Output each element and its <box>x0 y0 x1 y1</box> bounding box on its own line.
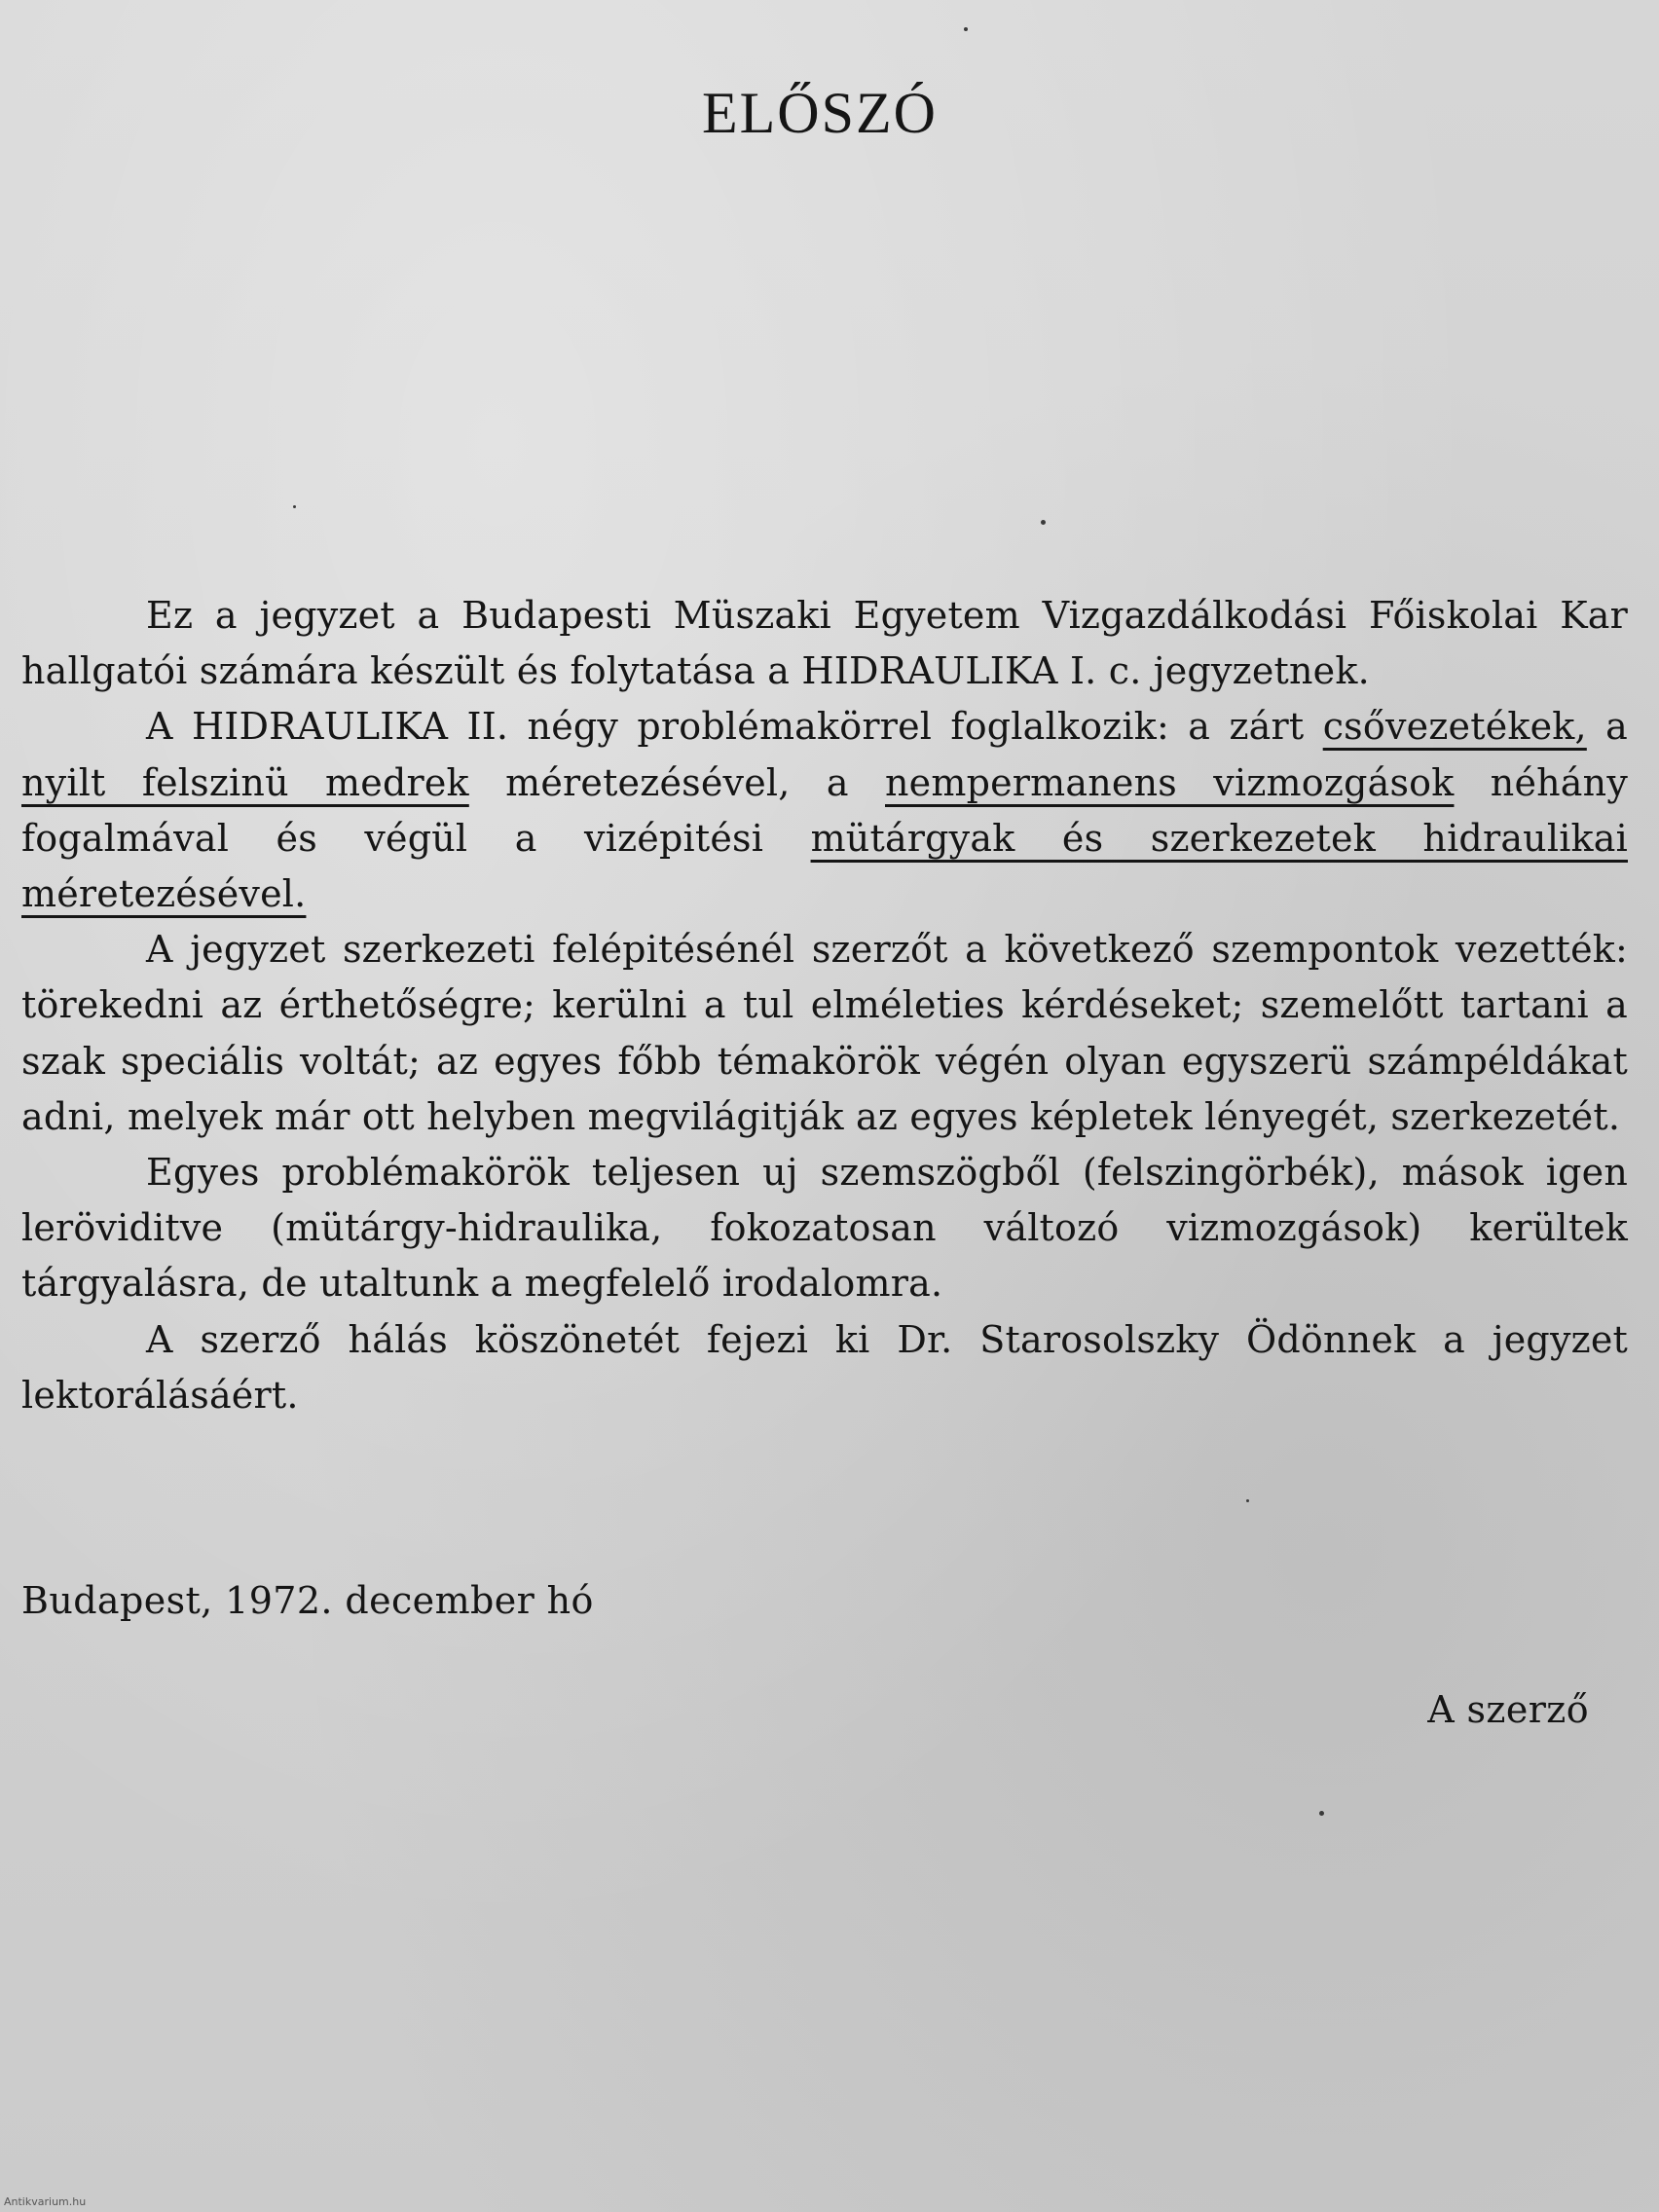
dust-speck <box>293 505 296 508</box>
underlined-term: mütárgyak és szerkezetek hidraulikai méretezésével. <box>21 816 1628 916</box>
paragraph-3 <box>21 922 1628 1145</box>
paragraph-text: a <box>1586 705 1628 749</box>
paragraph-text: méretezésével, a <box>468 760 885 804</box>
watermark-text: Antikvarium.hu <box>4 2195 87 2208</box>
paragraph-4 <box>21 1145 1628 1312</box>
paragraph-text: Ez a jegyzet a Budapesti Müszaki Egyetem Vizgazdálkodási Főiskolai Kar hallgatói számára készült és folytatása a HIDRAULIKA I. c. jegyzetnek. <box>21 594 1628 693</box>
dust-speck <box>1246 1499 1249 1502</box>
page-title: ELŐSZÓ <box>702 81 938 146</box>
paragraph-text: A szerző hálás köszönetét fejezi ki Dr. Starosolszky Ödönnek a jegyzet lektorálásáért. <box>21 1317 1628 1417</box>
place-date: Budapest, 1972. december hó <box>21 1579 594 1622</box>
paragraph-text: néhány fogalmával és végül a vizépitési <box>21 760 1629 860</box>
dust-speck <box>1319 1811 1324 1816</box>
paragraph-5 <box>21 1312 1628 1423</box>
paragraph-1 <box>21 588 1628 699</box>
dust-speck <box>964 27 968 31</box>
dust-speck <box>1041 520 1046 525</box>
underlined-term: nyilt felszinü medrek <box>21 760 469 804</box>
paragraph-text: A jegyzet szerkezeti felépitésénél szerzőt a következő szempontok vezették: törekedni az érthetőségre; kerülni a tul elméleties kérdéseket; szemelőtt tartani a szak speciális voltát; az egyes főbb témakörök végén olyan egyszerü számpéldákat adni, melyek már ott helyben megvilágitják az egyes képletek lényegét, szerkezetét. <box>21 928 1628 1138</box>
paragraph-text: A HIDRAULIKA II. négy problémakörrel foglalkozik: a zárt <box>146 705 1323 749</box>
underlined-term: nempermanens vizmozgások <box>885 760 1455 804</box>
paragraph-text: Egyes problémakörök teljesen uj szemszögből (felszingörbék), mások igen leröviditve (mütárgy-hidraulika, fokozatosan változó vizmozgások) kerültek tárgyalásra, de utaltunk a megfelelő irodalomra. <box>21 1151 1628 1306</box>
preface-body <box>21 588 1628 1423</box>
author-signature: A szerző <box>1427 1688 1589 1731</box>
paragraph-2 <box>21 699 1628 922</box>
underlined-term: csővezetékek, <box>1322 705 1587 749</box>
